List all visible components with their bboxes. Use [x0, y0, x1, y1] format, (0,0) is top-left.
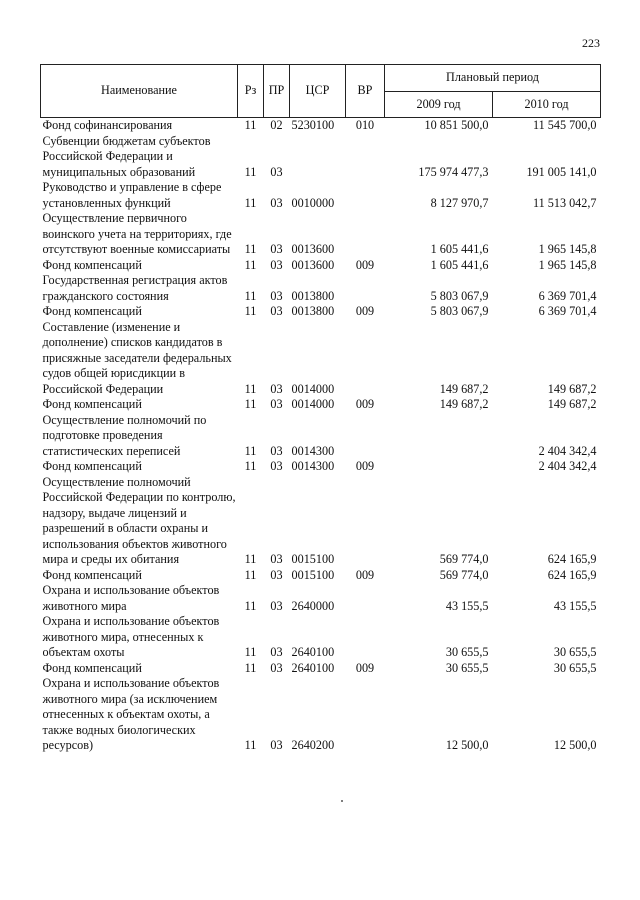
table-row — [41, 459, 601, 475]
table-row — [41, 304, 601, 320]
row-pr: 03 — [270, 195, 283, 210]
row-pr: 03 — [270, 242, 283, 256]
row-vr — [346, 583, 385, 614]
row-pr: 03 — [270, 257, 283, 272]
row-name: Фонд компенсаций — [42, 304, 142, 318]
row-pr: 03 — [270, 645, 283, 659]
row-name: Фонд компенсаций — [42, 459, 142, 473]
row-pr: 03 — [270, 660, 283, 675]
table-row — [41, 413, 601, 460]
table-row — [41, 273, 601, 304]
row-value-2009: 30 655,5 — [445, 645, 489, 659]
row-rz: 11 — [244, 443, 257, 458]
row-value-2009: 10 851 500,0 — [424, 118, 489, 132]
row-pr: 03 — [270, 552, 283, 566]
table-row — [41, 211, 601, 258]
row-name: Фонд компенсаций — [42, 567, 142, 582]
row-value-2009: 12 500,0 — [445, 738, 489, 752]
row-value-2010: 624 165,9 — [547, 552, 597, 566]
row-value-2010: 1 965 145,8 — [538, 242, 597, 256]
row-name: Фонд компенсаций — [42, 257, 142, 272]
row-name: Охрана и использование объектов животного мира (за исключением отнесенных к объектам охоты, а также водных биологических ресурсов) — [42, 676, 220, 752]
row-name: Руководство и управление в сфере установленных функций — [42, 180, 222, 210]
row-value-2009: 1 605 441,6 — [430, 242, 489, 256]
row-vr: 010 — [355, 118, 375, 132]
row-csr: 2640200 — [291, 738, 335, 752]
row-name: Субвенции бюджетам субъектов Российской Федерации и муниципальных образований — [42, 133, 211, 179]
table-row — [41, 118, 601, 134]
row-pr: 03 — [270, 397, 283, 411]
row-vr — [346, 273, 385, 304]
row-rz: 11 — [244, 552, 257, 566]
row-name: Фонд компенсаций — [42, 397, 142, 411]
row-vr — [346, 320, 385, 398]
row-pr: 03 — [270, 567, 283, 582]
table-row — [41, 475, 601, 568]
row-csr: 0013600 — [291, 257, 335, 272]
row-csr: 0013600 — [291, 242, 335, 256]
row-value-2010: 12 500,0 — [553, 738, 597, 752]
row-name: Государственная регистрация актов гражданского состояния — [42, 273, 228, 303]
row-value-2009 — [385, 459, 493, 475]
budget-table — [40, 64, 601, 754]
table-row — [41, 614, 601, 661]
row-value-2010: 2 404 342,4 — [538, 459, 597, 473]
row-csr: 5230100 — [291, 118, 335, 132]
row-vr: 009 — [355, 459, 375, 473]
header-rz: Рз — [238, 65, 264, 118]
row-pr: 03 — [270, 598, 283, 613]
table-row — [41, 676, 601, 754]
row-value-2010: 2 404 342,4 — [538, 443, 597, 458]
row-vr — [346, 676, 385, 754]
row-rz: 11 — [244, 164, 257, 179]
row-rz: 11 — [244, 195, 257, 210]
row-vr: 009 — [355, 660, 375, 675]
row-rz: 11 — [244, 257, 257, 272]
row-rz: 11 — [244, 381, 257, 396]
row-csr: 2640000 — [291, 598, 335, 613]
stray-dot — [341, 800, 343, 802]
row-pr: 03 — [270, 381, 283, 396]
row-value-2010: 11 545 700,0 — [532, 118, 597, 132]
row-value-2009: 149 687,2 — [439, 381, 489, 396]
row-csr: 0014300 — [291, 443, 335, 458]
row-name: Фонд софинансирования — [42, 118, 173, 132]
row-value-2009: 1 605 441,6 — [430, 257, 489, 272]
row-csr: 2640100 — [291, 645, 335, 659]
header-vr: ВР — [346, 65, 385, 118]
row-csr — [290, 134, 346, 181]
row-csr: 0014000 — [291, 381, 335, 396]
row-csr: 0013800 — [291, 304, 335, 318]
row-pr: 03 — [270, 459, 283, 473]
header-year-2010: 2010 год — [493, 92, 601, 118]
row-value-2009: 5 803 067,9 — [430, 288, 489, 303]
row-value-2010: 6 369 701,4 — [538, 304, 597, 318]
page-number: 223 — [582, 36, 600, 50]
row-rz: 11 — [244, 660, 257, 675]
row-name: Фонд компенсаций — [42, 660, 142, 675]
row-rz: 11 — [244, 242, 257, 256]
header-pr: ПР — [264, 65, 290, 118]
row-name: Охрана и использование объектов животного мира — [42, 583, 220, 613]
row-value-2010: 11 513 042,7 — [532, 195, 597, 210]
row-rz: 11 — [244, 288, 257, 303]
header-plan-period: Плановый период — [385, 65, 601, 92]
row-pr: 03 — [270, 164, 283, 179]
row-value-2009: 149 687,2 — [439, 397, 489, 411]
row-rz: 11 — [244, 397, 257, 411]
row-rz: 11 — [244, 738, 257, 752]
table-row — [41, 661, 601, 677]
row-csr: 0014000 — [291, 397, 335, 411]
row-pr: 03 — [270, 288, 283, 303]
row-name: Составление (изменение и дополнение) списков кандидатов в присяжные заседатели федеральных судов общей юрисдикции в Российской Федерации — [42, 319, 232, 396]
table-row — [41, 568, 601, 584]
row-value-2009: 569 774,0 — [439, 552, 489, 566]
row-csr: 0015100 — [291, 567, 335, 582]
row-vr: 009 — [355, 304, 375, 318]
row-rz: 11 — [244, 459, 257, 473]
row-csr: 0015100 — [291, 552, 335, 566]
row-csr: 2640100 — [291, 660, 335, 675]
row-vr — [346, 614, 385, 661]
row-pr: 03 — [270, 443, 283, 458]
table-body — [41, 118, 601, 754]
table-row — [41, 320, 601, 398]
row-pr: 03 — [270, 738, 283, 752]
row-vr: 009 — [355, 567, 375, 582]
table-row — [41, 134, 601, 181]
row-rz: 11 — [244, 567, 257, 582]
row-value-2009: 8 127 970,7 — [430, 195, 489, 210]
row-value-2009: 175 974 477,3 — [418, 164, 489, 179]
header-name: Наименование — [41, 65, 238, 118]
row-value-2010: 1 965 145,8 — [538, 257, 597, 272]
row-value-2009: 5 803 067,9 — [430, 304, 489, 318]
row-rz: 11 — [244, 645, 257, 659]
row-value-2010: 149 687,2 — [547, 381, 597, 396]
row-vr: 009 — [355, 397, 375, 411]
table-row — [41, 397, 601, 413]
row-csr: 0010000 — [291, 195, 335, 210]
row-rz: 11 — [244, 598, 257, 613]
row-csr: 0013800 — [291, 288, 335, 303]
row-value-2010: 191 005 141,0 — [526, 164, 597, 179]
table-row — [41, 258, 601, 274]
row-value-2010: 6 369 701,4 — [538, 288, 597, 303]
table-row — [41, 583, 601, 614]
table-row — [41, 180, 601, 211]
row-pr: 02 — [270, 118, 283, 132]
row-value-2010: 149 687,2 — [547, 397, 597, 411]
row-value-2009: 30 655,5 — [445, 660, 489, 675]
row-value-2009: 43 155,5 — [445, 598, 489, 613]
row-vr — [346, 475, 385, 568]
row-value-2010: 624 165,9 — [547, 567, 597, 582]
row-vr — [346, 180, 385, 211]
row-vr — [346, 413, 385, 460]
row-name: Осуществление полномочий Российской Федерации по контролю, надзору, выдаче лицензий и разрешений в области охраны и использования объектов животного мира и среды их обитания — [42, 474, 236, 566]
row-name: Осуществление полномочий по подготовке проведения статистических переписей — [42, 412, 207, 458]
header-year-2009: 2009 год — [385, 92, 493, 118]
row-value-2009 — [385, 413, 493, 460]
row-name: Осуществление первичного воинского учета на территориях, где отсутствуют военные комиссариаты — [42, 211, 232, 256]
row-vr — [346, 134, 385, 181]
row-vr — [346, 211, 385, 258]
row-value-2009: 569 774,0 — [439, 567, 489, 582]
row-value-2010: 30 655,5 — [553, 660, 597, 675]
row-name: Охрана и использование объектов животного мира, отнесенных к объектам охоты — [42, 614, 220, 659]
row-pr: 03 — [270, 304, 283, 318]
row-value-2010: 30 655,5 — [553, 645, 597, 659]
row-csr: 0014300 — [291, 459, 335, 473]
row-rz: 11 — [244, 304, 257, 318]
header-csr: ЦСР — [290, 65, 346, 118]
row-vr: 009 — [355, 257, 375, 272]
row-value-2010: 43 155,5 — [553, 598, 597, 613]
row-rz: 11 — [244, 118, 257, 132]
